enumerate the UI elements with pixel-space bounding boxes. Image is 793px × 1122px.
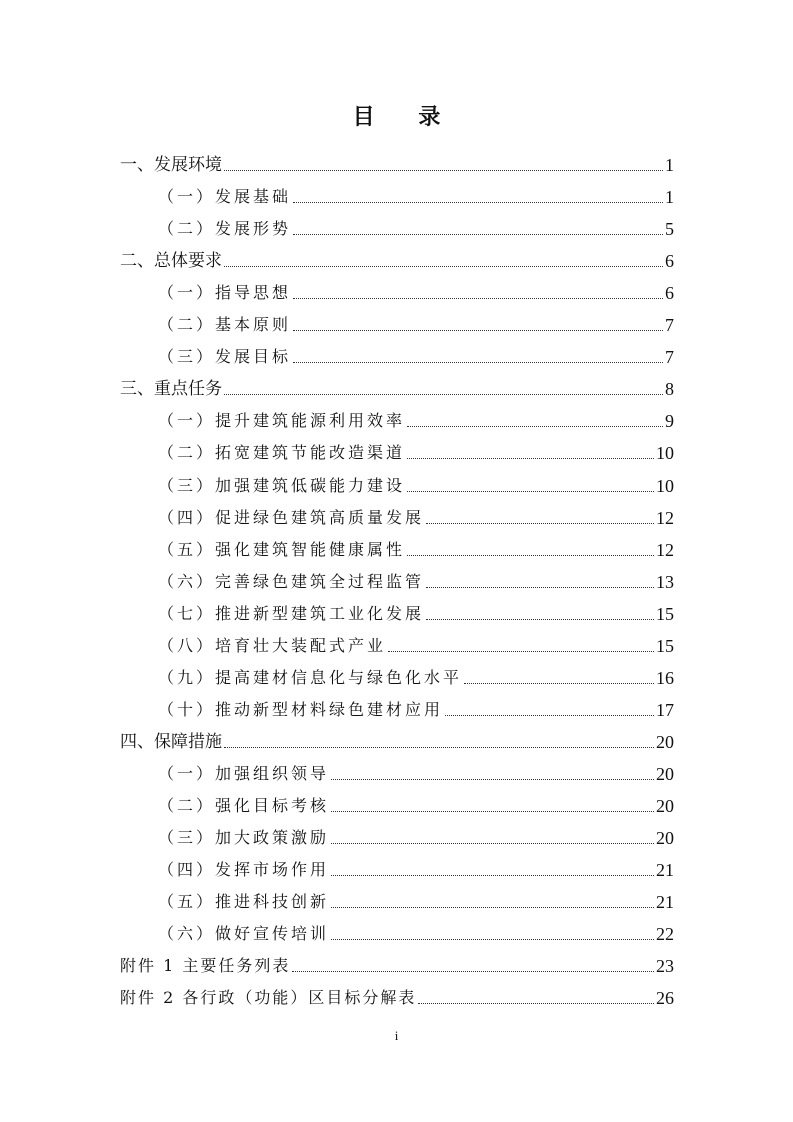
toc-entry-page: 15 — [656, 635, 674, 656]
toc-subsection[interactable] — [120, 305, 674, 337]
toc-entry-label: （四）发挥市场作用 — [158, 860, 330, 880]
toc-subsection[interactable] — [120, 401, 674, 433]
dot-leader — [445, 715, 654, 716]
toc-entry-page: 7 — [665, 347, 674, 368]
toc-entry-label: 四、保障措施 — [120, 731, 222, 752]
toc-appendix[interactable] — [120, 946, 674, 978]
dot-leader — [388, 651, 654, 652]
toc-subsection[interactable] — [120, 498, 674, 530]
toc-subsection[interactable] — [120, 465, 674, 497]
dot-leader — [418, 1003, 654, 1004]
toc-entry-page: 13 — [656, 571, 674, 592]
toc-subsection[interactable] — [120, 882, 674, 914]
toc-entry-label: （七）推进新型建筑工业化发展 — [158, 603, 425, 623]
dot-leader — [331, 939, 654, 940]
toc-section[interactable] — [120, 369, 674, 401]
toc-entry-page: 26 — [656, 988, 674, 1009]
dot-leader — [331, 779, 654, 780]
toc-entry-label: 三、重点任务 — [120, 379, 222, 400]
toc-subsection[interactable] — [120, 562, 674, 594]
toc-entry-page: 21 — [656, 892, 674, 913]
toc-section[interactable] — [120, 145, 674, 177]
dot-leader — [426, 619, 654, 620]
toc-entry-label: （一）提升建筑能源利用效率 — [158, 411, 406, 431]
toc-entry-label: （二）强化目标考核 — [158, 795, 330, 815]
toc-entry-label: （六）完善绿色建筑全过程监管 — [158, 571, 425, 591]
toc-subsection[interactable] — [120, 754, 674, 786]
toc-entry-page: 1 — [665, 187, 674, 208]
dot-leader — [464, 683, 654, 684]
toc-subsection[interactable] — [120, 786, 674, 818]
toc-subsection[interactable] — [120, 273, 674, 305]
toc-entry-label: （十）推动新型材料绿色建材应用 — [158, 699, 444, 719]
toc-subsection[interactable] — [120, 177, 674, 209]
toc-subsection[interactable] — [120, 209, 674, 241]
toc-entry-page: 12 — [656, 507, 674, 528]
dot-leader — [293, 298, 663, 299]
toc-section[interactable] — [120, 722, 674, 754]
toc-entry-label: （三）加大政策激励 — [158, 828, 330, 848]
dot-leader — [293, 362, 663, 363]
dot-leader — [224, 170, 663, 171]
toc-entry-page: 8 — [665, 379, 674, 400]
dot-leader — [426, 587, 654, 588]
toc-entry-page: 20 — [656, 828, 674, 849]
toc-entry-label: （一）加强组织领导 — [158, 763, 330, 783]
toc-subsection[interactable] — [120, 914, 674, 946]
toc-entry-page: 6 — [665, 251, 674, 272]
dot-leader — [224, 747, 654, 748]
toc-subsection[interactable] — [120, 433, 674, 465]
toc-entry-page: 21 — [656, 860, 674, 881]
toc-entry-page: 20 — [656, 763, 674, 784]
toc-entry-page: 10 — [656, 443, 674, 464]
toc-entry-label: （六）做好宣传培训 — [158, 924, 330, 944]
toc-entry-label: 附件 2 各行政（功能）区目标分解表 — [120, 988, 417, 1008]
dot-leader — [407, 555, 654, 556]
toc-subsection[interactable] — [120, 626, 674, 658]
toc-entry-page: 5 — [665, 219, 674, 240]
dot-leader — [224, 394, 663, 395]
dot-leader — [293, 234, 663, 235]
dot-leader — [426, 523, 654, 524]
toc-entry-label: （九）提高建材信息化与绿色化水平 — [158, 667, 463, 687]
toc-appendix[interactable] — [120, 978, 674, 1010]
dot-leader — [407, 491, 654, 492]
toc-entry-label: 附件 1 主要任务列表 — [120, 956, 291, 976]
toc-entry-page: 12 — [656, 539, 674, 560]
toc-entry-page: 22 — [656, 924, 674, 945]
toc-entry-page: 7 — [665, 315, 674, 336]
toc-entry-page: 15 — [656, 603, 674, 624]
toc-entry-label: （一）发展基础 — [158, 187, 292, 207]
toc-entry-label: （二）基本原则 — [158, 315, 292, 335]
toc-section[interactable] — [120, 241, 674, 273]
toc-entry-page: 1 — [665, 155, 674, 176]
toc-entry-label: （五）强化建筑智能健康属性 — [158, 539, 406, 559]
toc-entry-label: 一、发展环境 — [120, 155, 222, 176]
dot-leader — [293, 330, 663, 331]
dot-leader — [293, 202, 663, 203]
toc-subsection[interactable] — [120, 337, 674, 369]
toc-entry-page: 17 — [656, 699, 674, 720]
toc-entry-page: 9 — [665, 411, 674, 432]
toc-subsection[interactable] — [120, 690, 674, 722]
toc-entry-label: （八）培育壮大装配式产业 — [158, 635, 387, 655]
page-number: i — [394, 1028, 399, 1043]
toc-entry-label: （二）发展形势 — [158, 219, 292, 239]
toc-subsection[interactable] — [120, 530, 674, 562]
toc-entry-label: （三）加强建筑低碳能力建设 — [158, 475, 406, 495]
toc-subsection[interactable] — [120, 594, 674, 626]
toc-subsection[interactable] — [120, 658, 674, 690]
toc-entry-label: 二、总体要求 — [120, 251, 222, 272]
dot-leader — [331, 907, 654, 908]
toc-entry-page: 20 — [656, 795, 674, 816]
dot-leader — [407, 426, 663, 427]
toc-entry-page: 6 — [665, 283, 674, 304]
dot-leader — [407, 458, 654, 459]
toc-entry-page: 16 — [656, 667, 674, 688]
dot-leader — [224, 266, 663, 267]
toc-entry-page: 10 — [656, 475, 674, 496]
toc-subsection[interactable] — [120, 818, 674, 850]
toc-subsection[interactable] — [120, 850, 674, 882]
dot-leader — [331, 843, 654, 844]
toc-entry-page: 23 — [656, 956, 674, 977]
dot-leader — [331, 811, 654, 812]
page-title: 目 录 — [352, 105, 459, 130]
toc-entry-page: 20 — [656, 731, 674, 752]
dot-leader — [292, 971, 654, 972]
toc-entry-label: （五）推进科技创新 — [158, 892, 330, 912]
table-of-contents — [120, 145, 674, 1010]
toc-entry-label: （四）促进绿色建筑高质量发展 — [158, 507, 425, 527]
toc-entry-label: （一）指导思想 — [158, 283, 292, 303]
toc-entry-label: （二）拓宽建筑节能改造渠道 — [158, 443, 406, 463]
dot-leader — [331, 875, 654, 876]
toc-entry-label: （三）发展目标 — [158, 347, 292, 367]
